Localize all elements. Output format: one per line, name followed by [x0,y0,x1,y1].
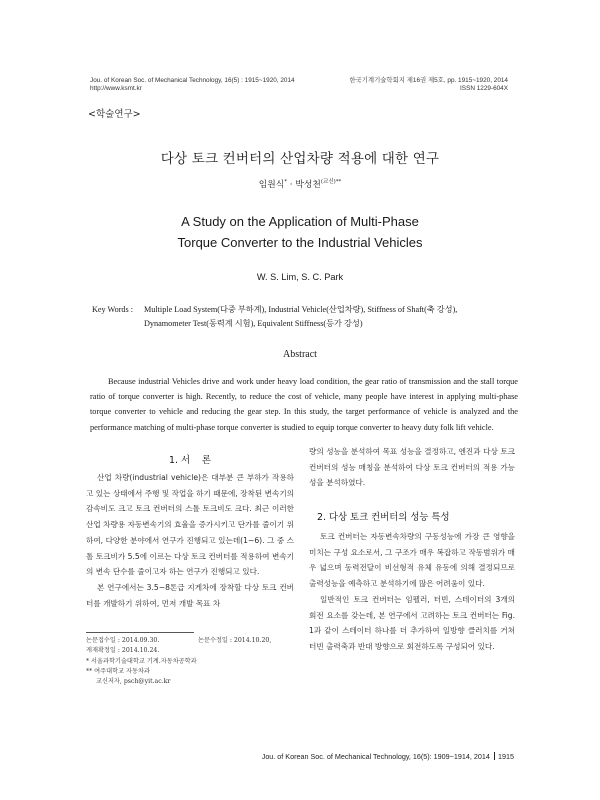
corresponding-mark: (교신) [320,179,336,186]
keywords-line2: Dynamometer Test(동력계 시험), Equivalent Stiffness(등가 강성) [144,319,363,328]
title-korean: 다상 토크 컨버터의 산업차량 적용에 대한 연구 [160,151,440,167]
journal-citation-ko: 한국기계기술학회지 제16권 제5호, pp. 1915~1920, 2014 [349,77,508,84]
section-2-heading: 2. 다상 토크 컨버터의 성능 특성 [317,512,450,523]
right-column [309,444,515,491]
authors-english: W. S. Lim, S. C. Park [256,272,344,282]
title-english-line1: A Study on the Application of Multi-Phase [181,214,419,229]
title-english [0,211,600,253]
title-english-line2: Torque Converter to the Industrial Vehicles [177,235,423,250]
abstract-body [90,374,518,435]
intro-paragraph-1: 산업 차량(industrial vehicle)은 대부분 큰 부하가 작용하고 있는 상태에서 주행 및 작업을 하기 때문에, 장착된 변속기의 감속비도 크고 토크 컨버터의 스톨 토크비도 크다. 최근 이러한 산업 차량용 자동변속기의 효율을 증가시키고 단가를 줄이기 위하여, 다양한 분야에서 연구가 진행되고 있는데(1~6). 그 중 스톨 토크비가 5.5에 이르는 다상 토크 컨버터를 적용하여 변속기의 변속 단수를 줄이고자 하는 연구가 진행되고 있다. [86,473,294,577]
author-2: 박성천 [295,180,321,190]
section-1-heading: 1. 서 론 [169,455,211,466]
section-2-paragraph-1: 토크 컨버터는 자동변속차량의 구동성능에 가장 큰 영향을 미치는 구성 요소로서, 그 구조가 매우 복잡하고 작동범위가 매우 넓으며 동력전달이 비선형적 유체 유동에 의해 결정되므로 출력성능을 예측하고 분석하기에 많은 어려움이 있다. [309,532,515,589]
journal-url[interactable]: http://www.ksmt.kr [90,85,142,93]
page-footer [262,752,514,761]
footnote-divider [86,632,194,633]
abstract-text: Because industrial Vehicles drive and work under heavy load condition, the gear ratio of transmission and the stall torque ratio of torque converter is high. Recently, to reduce the cost of vehicle, many people have interest in applying multi-phase torque converter to vehicle and reducing the gear step. In this study, the target performance of vehicle is analyzed and the performance matching of multi-phase torque converter is studied to equip torque converter to heavy duty folk lift vehicle. [90,377,518,432]
keywords [92,303,522,331]
journal-header-right [349,77,508,94]
journal-citation-en: Jou. of Korean Soc. of Mechanical Technology, 16(5) : 1915~1920, 2014 [90,77,295,84]
page-number: 1915 [498,752,514,761]
left-column [86,470,294,611]
author-1-mark: * [284,179,287,186]
journal-header-left [90,77,295,94]
author-separator: · [286,180,296,190]
intro-paragraph-2: 본 연구에서는 3.5~8톤급 지게차에 장착할 다상 토크 컨버터를 개발하기 위하여, 먼저 개발 목표 차 [86,582,294,608]
revised-date: 논문수정일 : 2014.10.20, [198,637,272,644]
accepted-date: 게재확정일 : 2014.10.24. [86,647,160,655]
abstract-heading: Abstract [283,349,317,360]
keywords-label: Key Words : [92,305,134,314]
section-2-paragraph-2: 일반적인 토크 컨버터는 임펠러, 터빈, 스테이터의 3개의 회전 요소를 갖는데, 본 연구에서 고려하는 토크 컨버터는 Fig. 1과 같이 스테이터 하나를 더 추가하여 일방향 클러치를 거쳐 터빈 출력축과 반대 방향으로 회전하도록 구성되어 있다. [309,594,515,651]
author-1: 임원식 [258,180,285,190]
footer-separator [494,752,495,760]
keywords-line1: Multiple Load System(다중 부하계), Industrial Vehicle(산업차량), Stiffness of Shaft(축 강성), [144,305,458,314]
affiliation-1: * 서울과학기술대학교 기계.자동차공학과 [86,657,197,665]
corresponding-author: 교신저자, psch@yit.ac.kr [96,678,171,686]
article-category: <학술연구> [88,109,141,120]
intro-paragraph-continued: 량의 성능을 분석하여 목표 성능을 결정하고, 엔진과 다상 토크 컨버터의 성능 매칭을 분석하여 다상 토크 컨버터의 적용 가능성을 분석하였다. [309,447,515,488]
section-2-body [309,529,515,655]
footnotes [86,636,296,687]
authors-korean [0,177,600,190]
affiliation-2: ** 여주대학교 자동차과 [86,667,150,675]
footer-citation: Jou. of Korean Soc. of Mechanical Technology, 16(5): 1909~1914, 2014 [261,752,490,761]
received-date: 논문접수일 : 2014.09.30. [86,637,160,644]
issn: ISSN 1229-604X [460,85,508,93]
author-2-mark: ** [335,179,342,186]
